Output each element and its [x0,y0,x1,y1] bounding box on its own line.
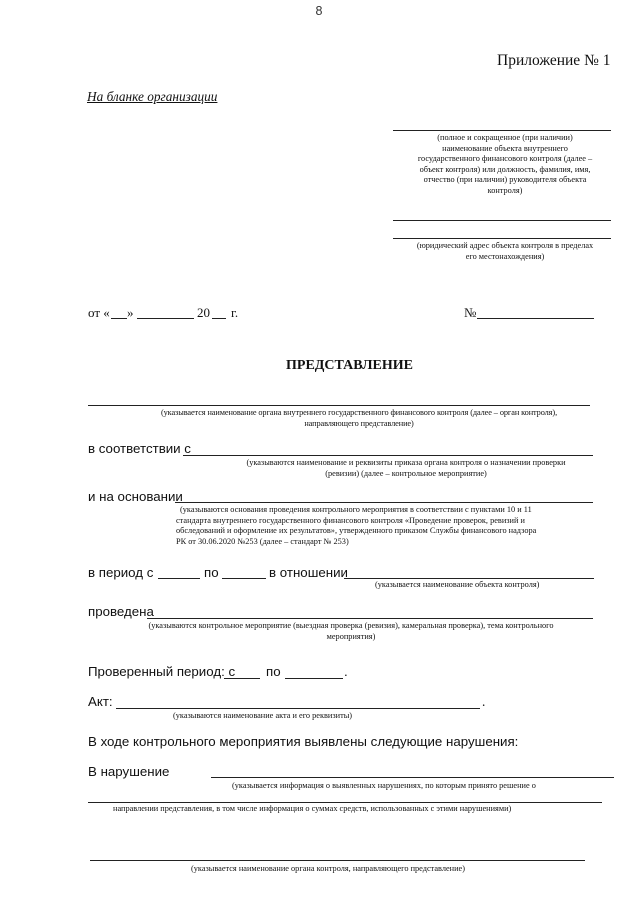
organ-name-caption [88,408,630,429]
date-year-prefix: 20 [197,305,210,320]
conducted-caption [88,621,614,642]
date-year-field[interactable] [212,318,226,319]
appendix-label: Приложение № 1 [497,52,611,69]
accordance-caption [183,458,629,479]
checked-period-to-field[interactable] [285,678,343,679]
act-label: Акт: [88,694,113,709]
caption-line: наименование объекта внутреннего [442,143,568,153]
violations-heading: В ходе контрольного мероприятия выявлены следующие нарушения: [88,734,519,749]
act-caption: (указываются наименование акта и его реквизиты) [173,711,353,720]
act-line[interactable] [116,708,480,709]
caption-line: (указываются наименование и реквизиты приказа органа контроля о назначении проверки [246,458,566,467]
recipient-address-line[interactable] [393,238,611,239]
caption-line: (ревизии) (далее – контрольное мероприятие) [325,468,487,478]
date-from-label: от « [88,305,110,320]
accordance-line[interactable] [183,455,593,456]
period-from-label: в период с [88,565,154,580]
violation-label: В нарушение [88,764,170,779]
accordance-label: в соответствии с [88,441,191,456]
footer-signature-line[interactable] [90,860,585,861]
number-label: № [464,305,477,320]
caption-line: его местонахождения) [465,251,545,261]
period-object-line[interactable] [344,578,594,579]
date-close-quote: » [127,305,134,320]
number-field[interactable] [477,318,594,319]
caption-line: (указываются контрольное мероприятие (выездная проверка (ревизия), камеральная проверка), тема контрольного [148,621,554,630]
caption-line: объект контроля) или должность, фамилия, имя, [419,164,591,174]
date-month-field[interactable] [137,318,194,319]
act-end: . [482,694,486,709]
checked-period-from-field[interactable] [224,678,260,679]
recipient-extra-line[interactable] [393,220,611,221]
checked-period-to-label: по [266,664,281,679]
violation-caption-1: (указывается информация о выявленных нарушениях, по которым принято решение о [232,781,536,790]
recipient-name-line[interactable] [393,130,611,131]
caption-line: (юридический адрес объекта контроля в пределах [416,241,594,250]
violation-caption-2: направлении представления, в том числе информация о суммах средств, использованных с этими нарушениями) [113,804,512,813]
conducted-label: проведена [88,604,154,619]
period-relation-label: в отношении [269,565,348,580]
page-number: 8 [315,4,323,18]
date-day-field[interactable] [111,318,127,319]
caption-line: РК от 30.06.2020 №253 (далее – стандарт № 253) [176,536,349,546]
basis-caption [176,505,536,547]
checked-period-end: . [344,664,348,679]
organ-name-line[interactable] [88,405,590,406]
recipient-address-caption [389,241,621,262]
conducted-line[interactable] [147,618,593,619]
period-to-label: по [204,565,219,580]
checked-period-label: Проверенный период: с [88,664,236,679]
caption-line: (указываются основания проведения контрольного мероприятия в соответствии с пунктами 10 и 11 [180,505,532,514]
letterhead-note: На бланке организации [87,89,218,104]
document-title: ПРЕДСТАВЛЕНИЕ [286,358,413,373]
caption-line: отчество (при наличии) руководителя объекта [423,175,587,185]
period-to-field[interactable] [222,578,266,579]
caption-line: (полное и сокращенное (при наличии) [437,133,573,142]
caption-line: направляющего представление) [304,418,414,428]
footer-caption: (указывается наименование органа контроля, направляющего представление) [191,864,466,873]
basis-line[interactable] [175,502,593,503]
caption-line: обследований и оформление их результатов», утвержденного приказом Службы финансового надзора [176,526,537,536]
caption-line: контроля) [487,185,523,195]
caption-line: (указывается наименование органа внутреннего государственного финансового контроля (далее – орган контроля), [160,408,558,417]
date-year-suffix: г. [231,305,239,320]
period-object-caption: (указывается наименование объекта контроля) [375,580,540,589]
caption-line: государственного финансового контроля (далее – [417,154,593,164]
period-from-field[interactable] [158,578,200,579]
violation-line-2[interactable] [88,802,602,803]
recipient-name-caption [389,133,621,197]
basis-label: и на основании [88,489,183,504]
caption-line: стандарта внутреннего государственного финансового контроля «Проведение проверок, ревизий и [176,515,525,525]
caption-line: мероприятия) [326,631,376,641]
violation-line[interactable] [211,777,614,778]
